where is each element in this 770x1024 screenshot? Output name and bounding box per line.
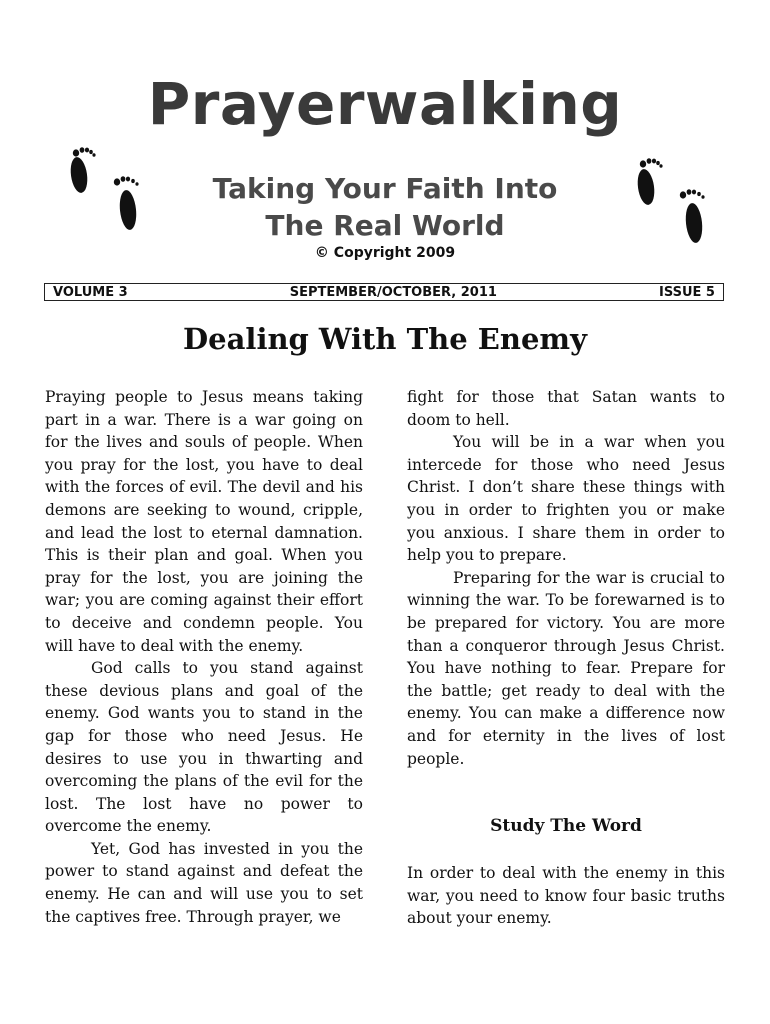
article-headline: Dealing With The Enemy [183, 322, 587, 356]
section-heading: Study The Word [490, 816, 642, 836]
volume-label: VOLUME 3 [53, 284, 128, 300]
article-column-right [407, 386, 725, 770]
issue-bar [44, 283, 724, 301]
article-paragraph: In order to deal with the enemy in this war, you need to know four basic truths about your enemy. [407, 864, 725, 928]
article-paragraph: fight for those that Satan wants to doom to hell. [407, 388, 725, 429]
issue-date: SEPTEMBER/OCTOBER, 2011 [289, 284, 497, 300]
article-column-left [45, 386, 363, 928]
article-paragraph: Praying people to Jesus means taking part in a war. There is a war going on for the lives and souls of people. When you pray for the lost, you have to deal with the forces of evil. The devil and his demons are seeking to wound, cripple, and lead the lost to eternal damnation. This is their plan and goal. When you pray for the lost, you are joining the war; you are coming against their effort to deceive and condemn people. You will have to deal with the enemy. [45, 388, 363, 655]
subtitle-line-1: Taking Your Faith Into [212, 172, 558, 205]
article-paragraph: God calls to you stand against these devious plans and goal of the enemy. God wants you to stand in the gap for those who need Jesus. He desires to use you in thwarting and overcoming the plans of the evil for the lost. The lost have no power to overcome the enemy. [45, 659, 363, 836]
newsletter-subtitle [0, 170, 770, 244]
subtitle-line-2: The Real World [265, 209, 505, 242]
article-paragraph: Yet, God has invested in you the power to stand against and defeat the enemy. He can and will use you to set the captives free. Through prayer, we [45, 839, 363, 926]
newsletter-title: Prayerwalking [147, 70, 623, 138]
copyright-notice: © Copyright 2009 [314, 245, 456, 261]
issue-number: ISSUE 5 [658, 284, 715, 300]
section-text [407, 862, 725, 930]
article-paragraph: Preparing for the war is crucial to winning the war. To be forewarned is to be prepared for victory. You are more than a conqueror through Jesus Christ. You have nothing to fear. Prepare for the battle; get ready to deal with the enemy. You can make a difference now and for eternity in the lives of lost people. [407, 568, 725, 768]
article-paragraph: You will be in a war when you intercede for those who need Jesus Christ. I don’t share these things with you in order to frighten you or make you anxious. I share them in order to help you to prepare. [407, 433, 725, 565]
